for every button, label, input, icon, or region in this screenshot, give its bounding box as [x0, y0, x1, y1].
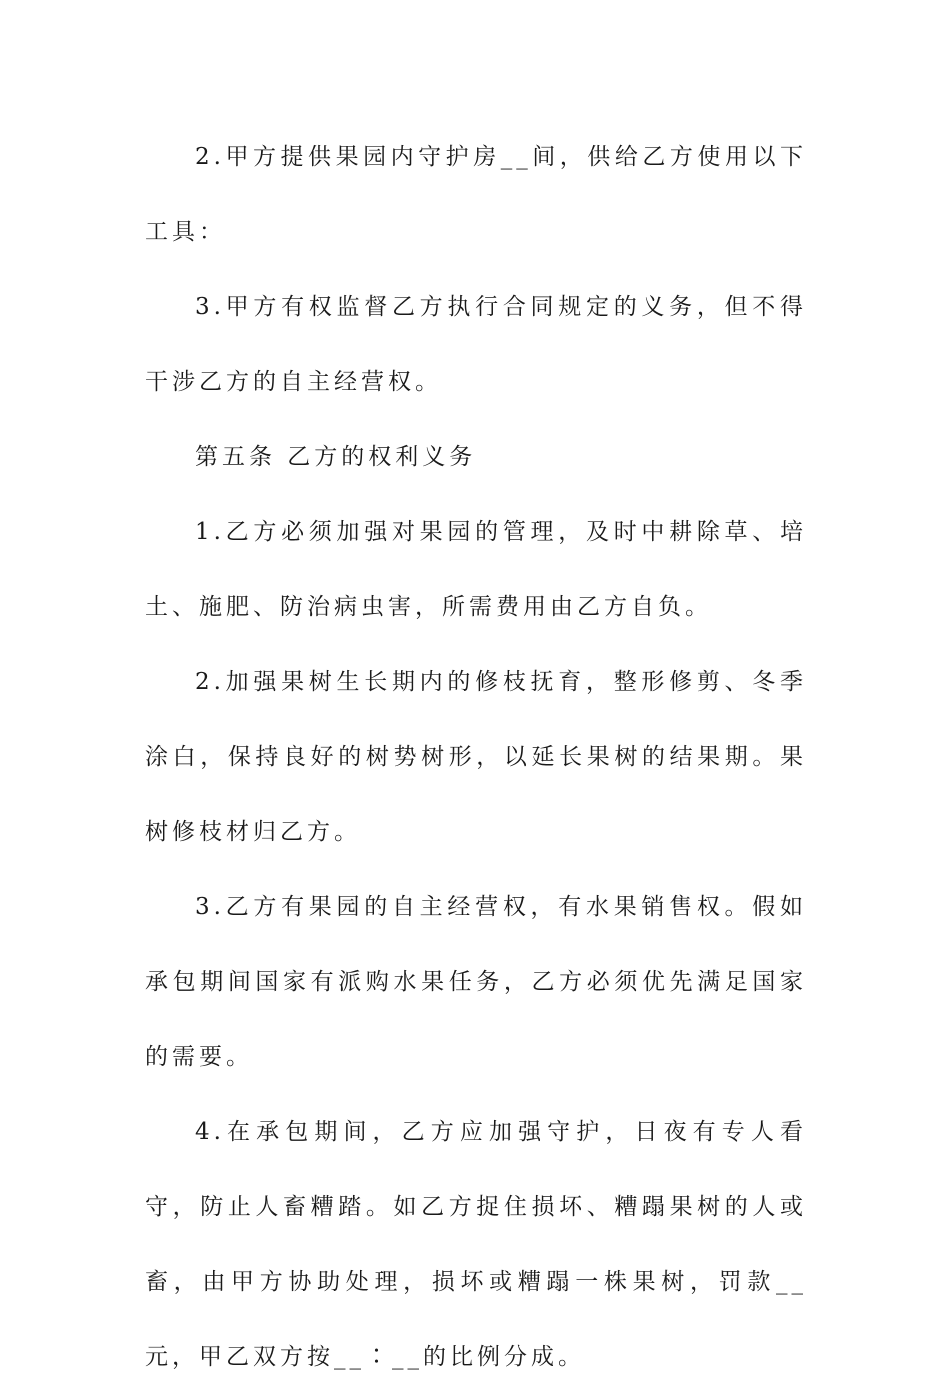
document-body — [145, 120, 807, 1395]
clause-2-pruning: 2.加强果树生长期内的修枝抚育，整形修剪、冬季涂白，保持良好的树势树形，以延长果树的结果期。果树修枝材归乙方。 — [145, 669, 807, 845]
article-5-heading: 第五条 乙方的权利义务 — [195, 444, 477, 470]
clause-2-guard-house: 2.甲方提供果园内守护房__间，供给乙方使用以下工具： — [145, 144, 807, 245]
clause-4-guarding: 4.在承包期间，乙方应加强守护，日夜有专人看守，防止人畜糟踏。如乙方捉住损坏、糟蹋果树的人或畜，由甲方协助处理，损坏或糟蹋一株果树，罚款__元，甲乙双方按__∶__的比例分成。 — [145, 1119, 807, 1370]
clause-3-supervision-right: 3.甲方有权监督乙方执行合同规定的义务，但不得干涉乙方的自主经营权。 — [145, 294, 807, 395]
clause-1-orchard-management: 1.乙方必须加强对果园的管理，及时中耕除草、培土、施肥、防治病虫害，所需费用由乙方自负。 — [145, 519, 807, 620]
clause-3-sales-right: 3.乙方有果园的自主经营权，有水果销售权。假如承包期间国家有派购水果任务，乙方必须优先满足国家的需要。 — [145, 894, 807, 1070]
